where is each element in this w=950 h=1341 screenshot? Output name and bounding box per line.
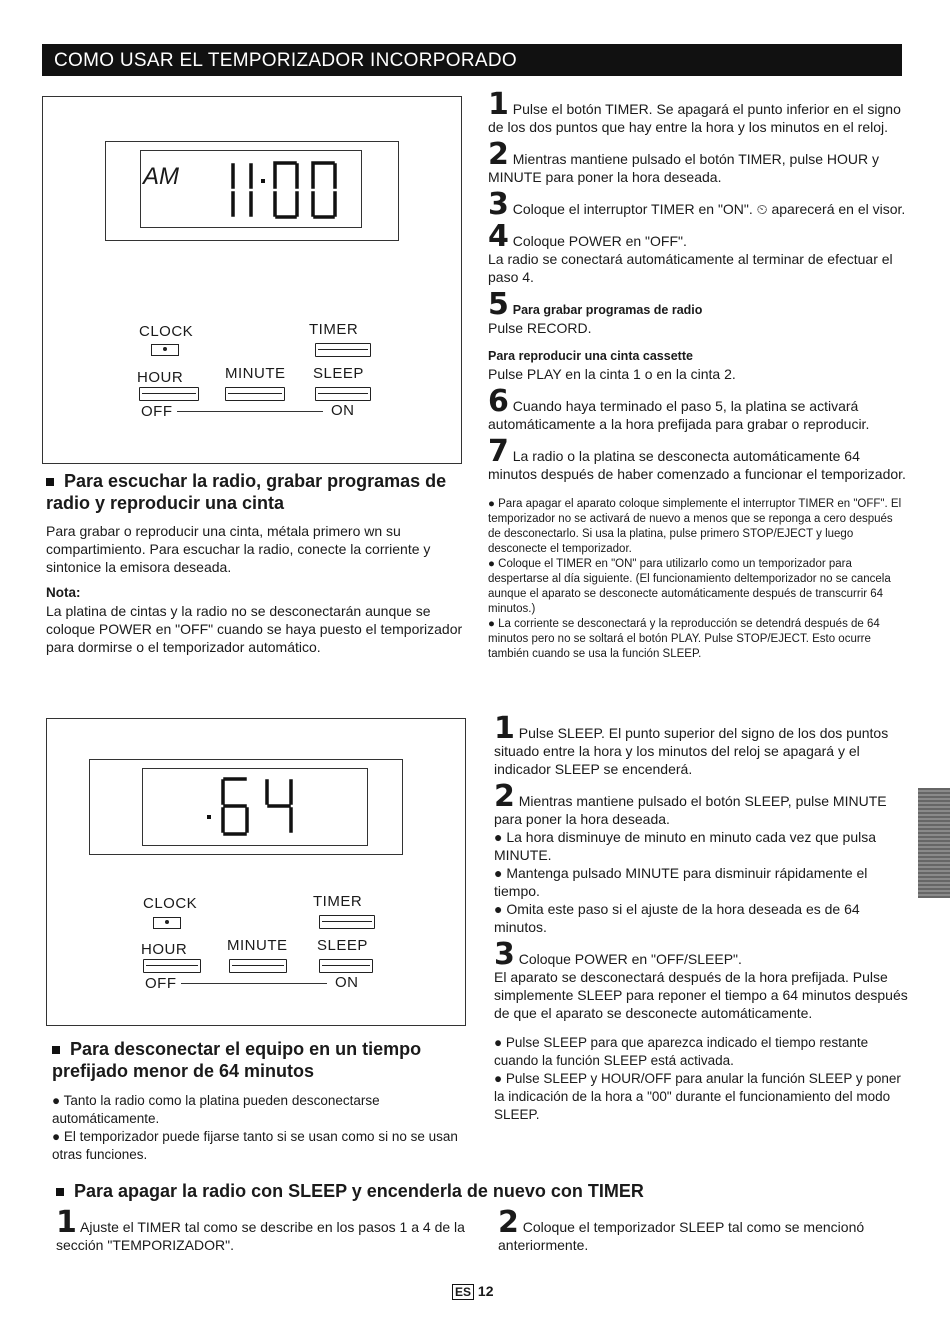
step-text-2: Pulse PLAY en la cinta 1 o en la cinta 2. [488,366,736,382]
timer-notes [488,497,906,662]
sleep-notes [494,1034,910,1124]
timer-switch [319,915,375,929]
step-number: 7 [488,434,509,469]
on-label: ON [335,974,359,991]
timer-step-4 [488,219,906,286]
step-number: 4 [488,219,509,254]
step-text: Mientras mantiene pulsado el botón TIMER, pulse HOUR y MINUTE para poner la hora deseada. [488,151,880,185]
sleep-step-3 [494,937,910,1022]
off-label: OFF [145,975,177,992]
step-number: 3 [488,187,509,222]
clock-label: CLOCK [139,323,194,340]
clock-button [151,344,179,356]
hour-button [139,387,199,401]
lcd-display [140,150,362,228]
section-body: Para grabar o reproducir una cinta, métala primero wn su compartimiento. Para escuchar la radio, conecte la corriente y sintonice la emisora deseada. [46,523,431,575]
step-subheading-record: Para grabar programas de radio [512,303,703,317]
step-text: Pulse SLEEP. El punto superior del signo de los dos puntos situado entre la hora y los minutos del reloj se apagará y el indicador SLEEP se encenderá. [494,725,889,777]
off-on-line [181,983,327,984]
page-footer [452,1283,493,1299]
step-number: 2 [498,1205,519,1240]
section-listen [46,470,464,656]
bullet-item: ● La hora disminuye de minuto en minuto cada vez que pulsa MINUTE. [494,829,877,863]
on-label: ON [331,402,355,419]
lcd-time-digits [221,159,353,221]
language-badge: ES [452,1284,474,1300]
page-number: 12 [477,1283,494,1299]
sleep-label: SLEEP [313,365,364,382]
square-bullet-icon [56,1188,64,1196]
minute-button [229,959,287,973]
timer-panel-illustration [42,96,462,464]
step-text: Cuando haya terminado el paso 5, la platina se activará automáticamente a la hora prefijada para grabar o reproducir. [488,398,870,432]
lcd-sleep-digits [203,775,313,839]
step-number: 1 [488,87,509,122]
minute-label: MINUTE [227,937,288,954]
timer-step-6 [488,384,906,433]
step-number: 2 [494,779,515,814]
note-item: ● Pulse SLEEP y HOUR/OFF para anular la función SLEEP y poner la indicación de la hora a "00" durante el funcionamiento del modo SLEEP. [494,1071,901,1122]
step-text: La radio o la platina se desconecta automáticamente 64 minutos después de haber comenzado a funcionar el temporizador. [488,448,906,482]
hour-label: HOUR [141,941,188,958]
section-heading: Para apagar la radio con SLEEP y encenderla de nuevo con TIMER [56,1180,916,1202]
bullet-item: ● Omita este paso si el ajuste de la hora deseada es de 64 minutos. [494,901,860,935]
lcd-display [142,768,368,846]
timer-steps [488,87,906,662]
sleep-step-1 [494,711,910,778]
note-label: Nota: [46,585,81,600]
step-text: Coloque POWER en "OFF/SLEEP". [518,951,742,967]
step-text: Coloque el temporizador SLEEP tal como se mencionó anteriormente. [498,1219,865,1253]
timer-switch [315,343,371,357]
combo-step-2 [498,1205,918,1254]
clock-button [153,917,181,929]
off-on-line [177,411,323,412]
section-bullets [52,1092,472,1164]
timer-step-2 [488,137,906,186]
note-item: ● Para apagar el aparato coloque simplemente el interruptor TIMER en "OFF". El temporizador no se activará de nuevo a menos que se reponga a cero después de desconectarlo. Si usa la platina, pulse primero STOP/EJECT y luego desconecte el temporizador. [488,498,902,555]
section-disconnect [52,1038,472,1164]
timer-step-5 [488,287,906,383]
hour-button [143,959,201,973]
step-text: Mientras mantiene pulsado el botón SLEEP, pulse MINUTE para poner la hora deseada. [494,793,887,827]
step-text-2: La radio se conectará automáticamente al terminar de efectuar el paso 4. [488,251,893,285]
section-sleep-timer [56,1180,916,1253]
timer-step-1 [488,87,906,136]
section-heading: Para escuchar la radio, grabar programas de radio y reproducir una cinta [46,471,447,513]
section-banner: COMO USAR EL TEMPORIZADOR INCORPORADO [42,44,902,76]
timer-label: TIMER [313,893,363,910]
step-number: 5 [488,287,509,322]
timer-step-7 [488,434,906,483]
sleep-panel-illustration [46,718,466,1026]
step-number: 3 [494,937,515,972]
note-item: ● Coloque el TIMER en "ON" para utilizarlo como un temporizador para despertarse al día siguiente. (El funcionamiento deltemporizador no se cancela aunque el aparato se desconecte automáticamente después de transcurrir 64 minutos.) [488,558,891,615]
note-item: ● Pulse SLEEP para que aparezca indicado el tiempo restante cuando la función SLEEP está activada. [494,1035,869,1068]
off-label: OFF [141,403,173,420]
square-bullet-icon [52,1046,60,1054]
section-heading: Para desconectar el equipo en un tiempo prefijado menor de 64 minutos [52,1039,422,1081]
step-number: 1 [56,1205,77,1240]
note-text: La platina de cintas y la radio no se desconectarán aunque se coloque POWER en "OFF" cuando se haya puesto el temporizador para dormirse o el temporizador automático. [46,603,463,655]
square-bullet-icon [46,478,54,486]
step-number: 1 [494,711,515,746]
step-number: 6 [488,384,509,419]
step-text: Coloque el interruptor TIMER en "ON". ⏲ aparecerá en el visor. [512,201,906,217]
step-text: Coloque POWER en "OFF". [512,233,687,249]
step-number: 2 [488,137,509,172]
timer-step-3 [488,187,906,222]
sleep-steps [494,711,910,1124]
sleep-label: SLEEP [317,937,368,954]
sleep-step-2 [494,779,910,936]
clock-label: CLOCK [143,895,198,912]
note-item: ● La corriente se desconectará y la reproducción se detendrá después de 64 minutos pero no se soltará el botón PLAY. Pulse STOP/EJECT. Esto ocurre también cuando se usa la función SLEEP. [488,618,880,660]
am-indicator: AM [143,163,179,190]
hour-label: HOUR [137,369,184,386]
chapter-tab [918,788,950,898]
lcd-display-frame [105,141,399,241]
sleep-button [319,959,373,973]
bullet-item: ● Tanto la radio como la platina pueden desconectarse automáticamente. [52,1093,380,1126]
lcd-display-frame [89,759,403,855]
step-subheading-play: Para reproducir una cinta cassette [488,349,693,363]
bullet-item: ● Mantenga pulsado MINUTE para disminuir rápidamente el tiempo. [494,865,868,899]
bullet-item: ● El temporizador puede fijarse tanto si se usan como si no se usan otras funciones. [52,1129,458,1162]
sleep-button [315,387,371,401]
timer-label: TIMER [309,321,359,338]
step-text: Pulse RECORD. [488,320,592,336]
combo-step-1 [56,1205,476,1254]
step-text: Pulse el botón TIMER. Se apagará el punto inferior en el signo de los dos puntos que hay entre la hora y los minutos en el reloj. [488,101,901,135]
step-text-2: El aparato se desconectará después de la hora prefijada. Pulse simplemente SLEEP para reponer el tiempo a 64 minutos después de que el aparato se desconecte automáticamente. [494,969,908,1021]
step-text: Ajuste el TIMER tal como se describe en los pasos 1 a 4 de la sección "TEMPORIZADOR". [56,1219,465,1253]
minute-label: MINUTE [225,365,286,382]
minute-button [225,387,285,401]
